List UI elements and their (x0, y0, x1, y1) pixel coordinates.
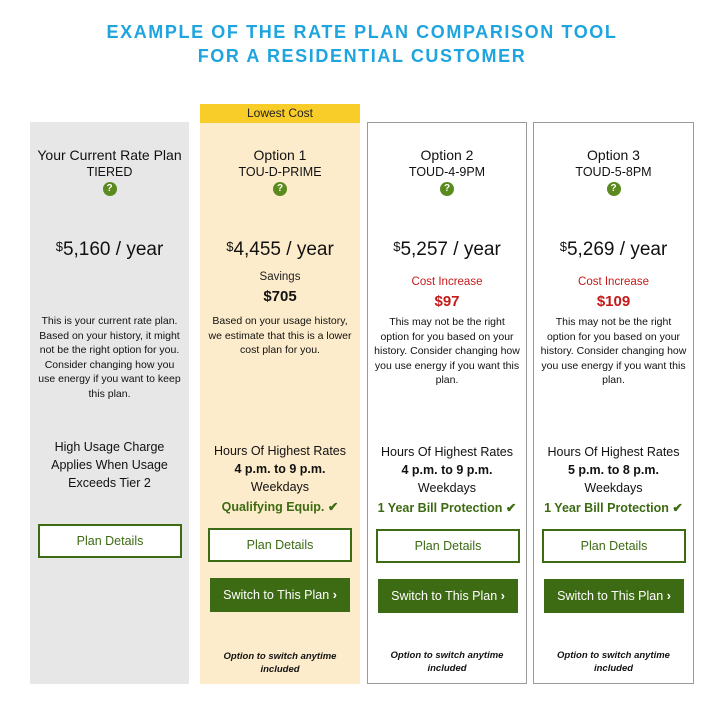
option-1-feature-label: Qualifying Equip. (221, 500, 325, 514)
option-1-feature (200, 498, 360, 516)
option-3-code: TOUD-5-8PM (575, 165, 652, 179)
option-1-hours-days: Weekdays (250, 480, 310, 494)
option-3-name: Option 3 (587, 147, 640, 163)
option-3-hours-title: Hours Of Highest Rates (547, 445, 680, 459)
current-plan-help[interactable] (30, 182, 189, 196)
option-2-switch-button[interactable] (378, 579, 518, 613)
current-plan-column (30, 122, 189, 684)
option-2-price (368, 236, 526, 261)
option-1-details-button[interactable]: Plan Details (208, 528, 352, 562)
option-3-hours-days: Weekdays (584, 481, 643, 495)
option-3-column (533, 122, 694, 684)
current-plan-code: TIERED (86, 165, 133, 179)
option-2-hours-days: Weekdays (417, 481, 477, 495)
option-1-price-value: 4,455 / year (233, 239, 334, 260)
option-1-savings-label: Savings (259, 271, 301, 283)
switch-button-label: Switch to This Plan (223, 588, 330, 602)
option-2-details-button[interactable]: Plan Details (376, 529, 520, 563)
page-title-line-2: FOR A RESIDENTIAL CUSTOMER (197, 46, 527, 66)
option-1-savings-value: $705 (263, 288, 297, 305)
question-circle-icon[interactable]: ? (103, 182, 117, 196)
current-plan-name: Your Current Rate Plan (37, 147, 182, 163)
current-plan-price (30, 236, 189, 261)
current-plan-price-value: 5,160 / year (62, 239, 164, 260)
lowest-cost-badge: Lowest Cost (200, 104, 360, 123)
switch-button-label: Switch to This Plan (391, 589, 498, 603)
option-2-name: Option 2 (420, 147, 474, 163)
option-1-switch-button[interactable] (210, 578, 350, 612)
option-3-feature-label: 1 Year Bill Protection (544, 501, 669, 515)
option-2-help[interactable] (368, 182, 526, 196)
option-2-description: This may not be the right option for you based on your history. Consider changing how you use energy if you want this plan. (374, 316, 520, 386)
page-title-line-1: EXAMPLE OF THE RATE PLAN COMPARISON TOOL (106, 22, 618, 42)
current-plan-description: This is your current rate plan. Based on your history, it might not be the right option for you. Consider changing how you use energy if you want to keep this plan. (38, 315, 181, 400)
option-3-price (534, 236, 693, 261)
option-3-description: This may not be the right option for you based on your history. Consider changing how you use energy if you want this plan. (540, 316, 687, 386)
currency-symbol: $ (55, 239, 63, 254)
option-2-feature (368, 499, 526, 517)
option-2-column (367, 122, 527, 684)
option-3-details-button[interactable]: Plan Details (542, 529, 686, 563)
question-circle-icon[interactable]: ? (607, 182, 621, 196)
chevron-right-icon: › (500, 589, 505, 603)
option-1-price (200, 236, 360, 261)
option-1-hours-title: Hours Of Highest Rates (214, 444, 346, 458)
option-3-help[interactable] (534, 182, 693, 196)
option-2-hours-title: Hours Of Highest Rates (381, 445, 513, 459)
checkmark-icon: ✔ (505, 501, 517, 515)
option-2-hours-range: 4 p.m. to 9 p.m. (401, 463, 493, 477)
switch-button-label: Switch to This Plan (557, 589, 664, 603)
option-2-price-value: 5,257 / year (400, 239, 501, 260)
option-3-hours-range: 5 p.m. to 8 p.m. (568, 463, 659, 477)
option-1-footnote: Option to switch anytime included (223, 651, 337, 675)
question-circle-icon[interactable]: ? (440, 182, 454, 196)
checkmark-icon: ✔ (672, 501, 683, 515)
option-3-price-value: 5,269 / year (566, 239, 668, 260)
option-3-feature (534, 499, 693, 517)
option-1-hours-range: 4 p.m. to 9 p.m. (234, 462, 326, 476)
question-circle-icon[interactable]: ? (273, 182, 287, 196)
option-1-help[interactable] (200, 182, 360, 196)
chevron-right-icon: › (666, 589, 671, 603)
option-1-column (200, 104, 360, 684)
option-2-code: TOUD-4-9PM (408, 165, 486, 179)
option-3-footnote: Option to switch anytime included (557, 650, 670, 674)
option-2-increase-label: Cost Increase (411, 276, 483, 288)
option-2-footnote: Option to switch anytime included (390, 650, 504, 674)
option-2-feature-label: 1 Year Bill Protection (377, 501, 503, 515)
chevron-right-icon: › (332, 588, 337, 602)
currency-symbol: $ (226, 239, 234, 254)
option-1-code: TOU-D-PRIME (238, 165, 322, 179)
current-plan-usage-note: High Usage Charge Applies When Usage Exceeds Tier 2 (51, 440, 168, 490)
option-1-description: Based on your usage history, we estimate that this is a lower cost plan for you. (208, 315, 352, 356)
option-2-increase-value: $97 (434, 293, 460, 310)
option-3-increase-label: Cost Increase (578, 276, 649, 288)
checkmark-icon: ✔ (327, 500, 339, 514)
option-1-name: Option 1 (253, 147, 307, 163)
option-3-increase-value: $109 (596, 293, 631, 310)
current-plan-details-button[interactable]: Plan Details (38, 524, 182, 558)
currency-symbol: $ (559, 239, 567, 254)
option-3-switch-button[interactable] (544, 579, 684, 613)
currency-symbol: $ (393, 239, 401, 254)
page-title (0, 20, 724, 68)
